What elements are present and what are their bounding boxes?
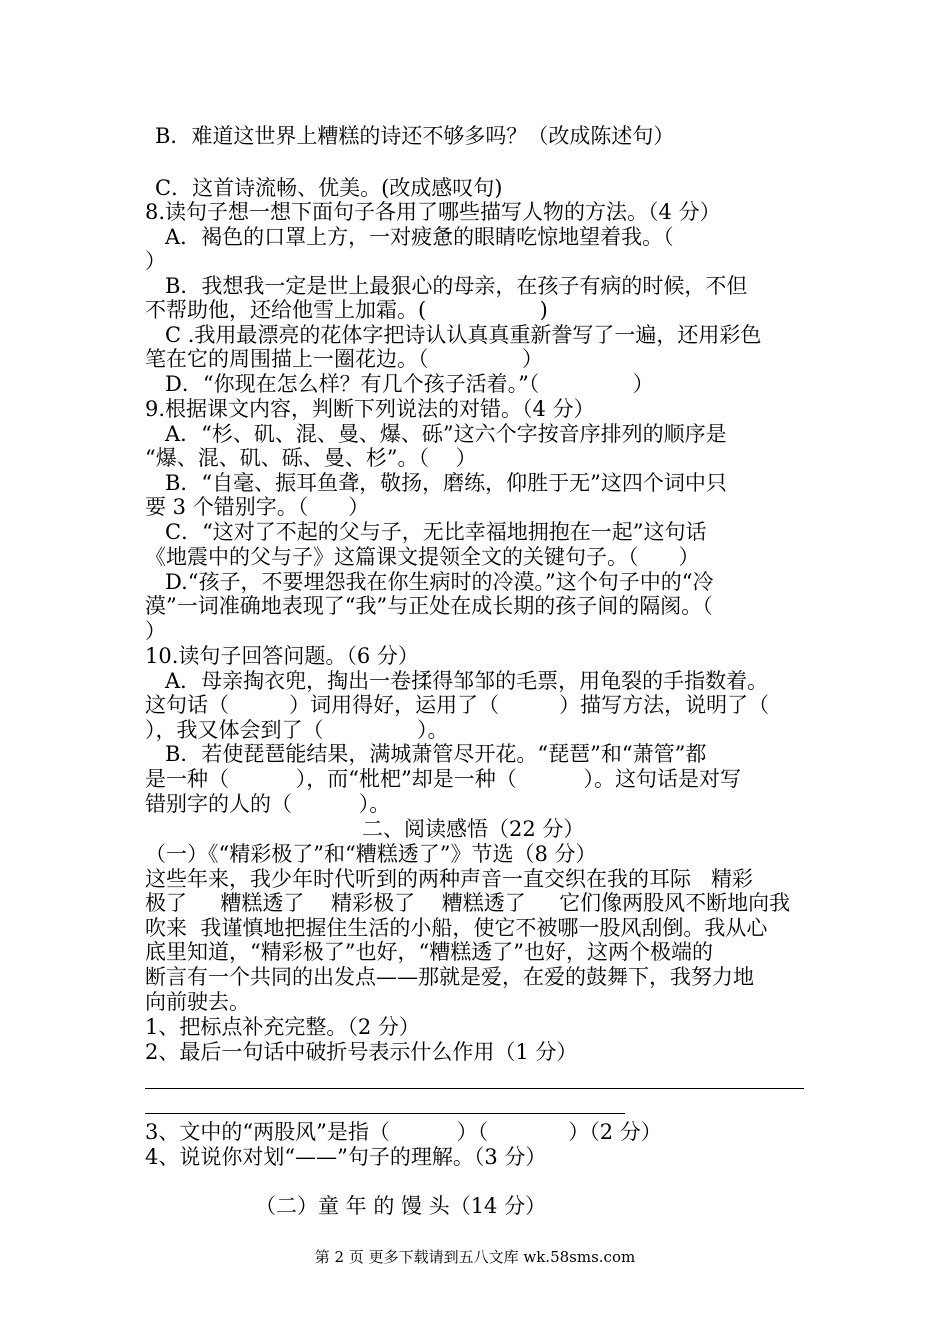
question-8a-bracket: ） [145,249,166,273]
question-7c: C．这首诗流畅、优美。(改成感叹句) [155,176,503,200]
subquestion-2: 2、最后一句话中破折号表示什么作用（1 分） [145,1040,578,1064]
question-10-heading: 10.读句子回答问题。（6 分） [145,644,419,668]
subquestion-4: 4、说说你对划“——”句子的理解。（3 分） [145,1145,547,1169]
question-8c-line1: C .我用最漂亮的花体字把诗认认真真重新誊写了一遍，还用彩色 [165,323,762,347]
question-10a-line2: 这句话（ ）词用得好，运用了（ ）描写方法，说明了（ [145,693,770,717]
passage-1-line1: 这些年来，我少年时代听到的两种声音一直交织在我的耳际 精彩 [145,867,754,891]
question-9a-line1: A．“杉、矶、混、曼、爆、砾”这六个字按音序排列的顺序是 [165,422,727,446]
question-8a: A．褐色的口罩上方，一对疲惫的眼睛吃惊地望着我。（ [165,225,674,249]
passage-2-title: （二）童 年 的 馒 头（14 分） [255,1194,547,1218]
question-9b-line1: B．“自毫、振耳鱼聋，敬扬，磨练，仰胜于无”这四个词中只 [165,471,727,495]
question-8-heading: 8.读句子想一想下面句子各用了哪些描写人物的方法。（4 分） [145,200,721,224]
question-8c-line2: 笔在它的周围描上一圈花边。（ ） [145,347,543,371]
question-9c-line1: C．“这对了不起的父与子，无比幸福地拥抱在一起”这句话 [165,520,707,544]
question-10a-line1: A．母亲掏衣兜，掏出一卷揉得邹邹的毛票，用龟裂的手指数着。 [165,669,769,693]
passage-1-title: （一）《“精彩极了”和“糟糕透了”》节选（8 分） [145,842,597,866]
passage-1-line2: 极了 糟糕透了 精彩极了 糟糕透了 它们像两股风不断地向我 [145,891,791,915]
question-9c-line2: 《地震中的父与子》这篇课文提领全文的关键句子。（ ） [145,545,700,569]
passage-1-line5: 断言有一个共同的出发点——那就是爱，在爱的鼓舞下，我努力地 [145,965,754,989]
subquestion-3: 3、文中的“两股风”是指（ ）（ ）（2 分） [145,1120,662,1144]
question-10b-line1: B．若使琵琶能结果，满城萧管尽开花。“琵琶”和“萧管”都 [165,742,707,766]
answer-line-1 [145,1088,804,1089]
question-8b-line1: B．我想我一定是世上最狠心的母亲，在孩子有病的时候，不但 [165,274,748,298]
question-8b-line2: 不帮助他，还给他雪上加霜。( ) [145,298,548,322]
question-9d-line2: 漠”一词准确地表现了“我”与正处在成长期的孩子间的隔阂。（ [145,594,713,618]
passage-1-line4: 底里知道，“精彩极了”也好，“糟糕透了”也好，这两个极端的 [145,940,713,964]
answer-line-2 [145,1113,625,1114]
section-2-heading: 二、阅读感悟（22 分） [362,817,585,841]
passage-1-line3: 吹来 我谨慎地把握住生活的小船，使它不被哪一股风刮倒。我从心 [145,916,768,940]
question-10b-line2: 是一种（ ），而“枇杷”却是一种（ ）。这句话是对写 [145,767,741,791]
question-10a-line3: ），我又体会到了（ ）。 [145,718,449,742]
question-9b-line2: 要 3 个错别字。（ ） [145,495,370,519]
question-9d-bracket: ） [145,619,166,643]
passage-1-line6: 向前驶去。 [145,990,250,1014]
question-9-heading: 9.根据课文内容，判断下列说法的对错。（4 分） [145,397,595,421]
question-9d-line1: D.“孩子，不要埋怨我在你生病时的冷漠。”这个句子中的“冷 [165,570,714,594]
question-8d: D．“你现在怎么样？有几个孩子活着。”（ ） [165,372,654,396]
question-10b-line3: 错别字的人的（ ）。 [145,792,391,816]
subquestion-1: 1、把标点补充完整。（2 分） [145,1015,420,1039]
question-7b: B．难道这世界上糟糕的诗还不够多吗？（改成陈述句） [155,124,675,148]
question-9a-line2: “爆、混、矶、砾、曼、杉”。（ ） [145,446,477,470]
page-footer: 第 2 页 更多下载请到五八文库 wk.58sms.com [314,1248,636,1266]
